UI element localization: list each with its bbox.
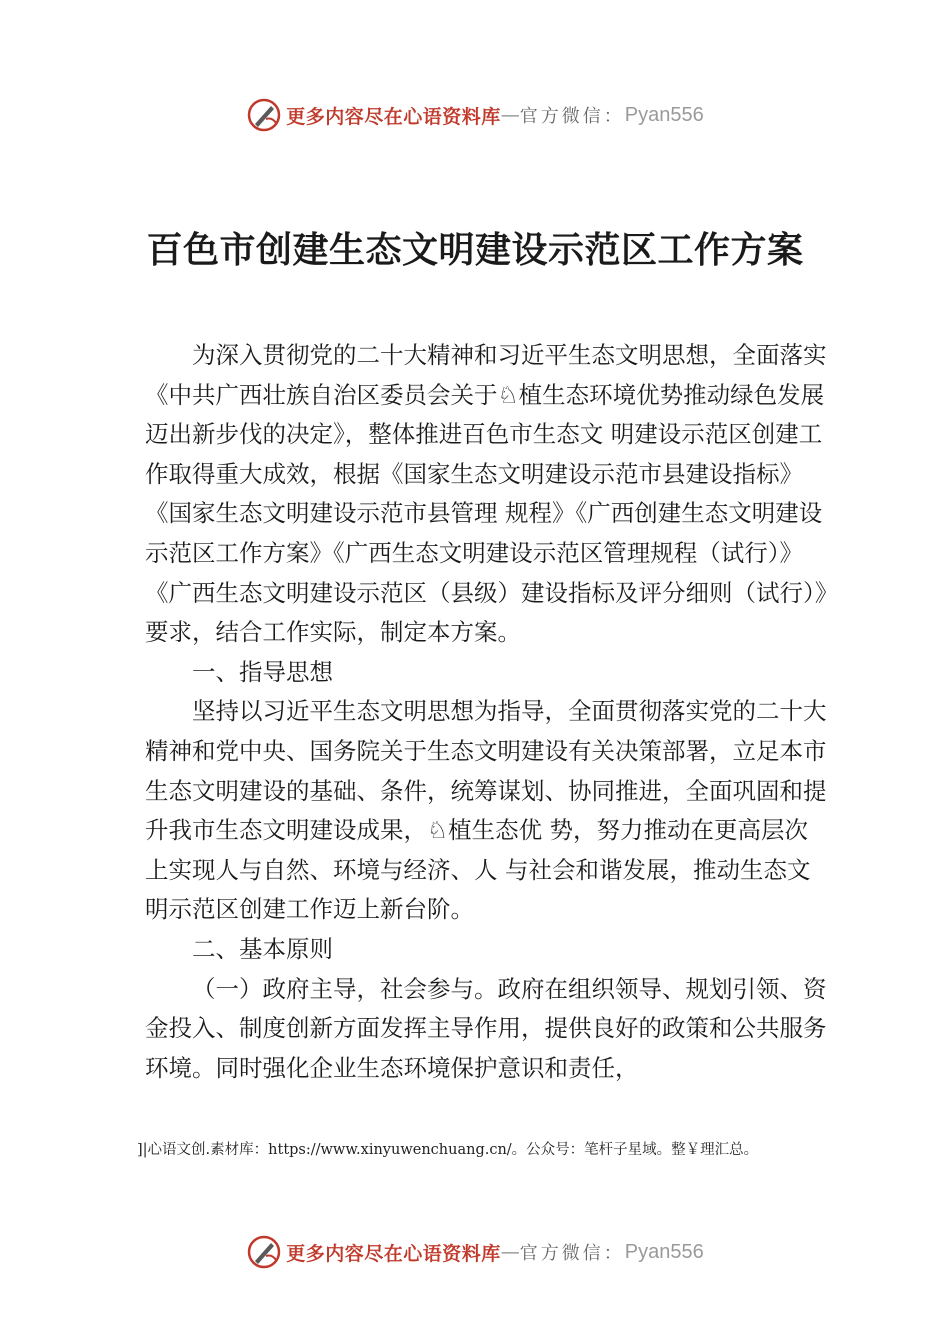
banner-dash: — (500, 104, 520, 126)
document-body (145, 336, 830, 1088)
principle-one-paragraph: （一）政府主导，社会参与。政府在组织领导、规划引领、资金投入、制度创新方面发挥主导作用，提供良好的政策和公共服务环境。同时强化企业生态环境保护意识和责任， (145, 974, 827, 1082)
header-banner (0, 95, 950, 135)
section-heading-basic-principles: 二、基本原则 (192, 934, 333, 963)
banner-slogan: 更多内容尽在心语资料库 (286, 105, 501, 128)
footer-banner (0, 1232, 950, 1272)
banner-slogan: 更多内容尽在心语资料库 (286, 1242, 501, 1265)
source-footnote: ]|心语文创.素材库：https://www.xinyuwenchuang.cn/。公众号：笔杆子星域。整￥理汇总。 (137, 1142, 759, 1158)
document-title: 百色市创建生态文明建设示范区工作方案 (146, 229, 804, 271)
banner-wechat-id: Pyan556 (624, 103, 704, 126)
guiding-ideology-paragraph: 坚持以习近平生态文明思想为指导，全面贯彻落实党的二十大精神和党中央、国务院关于生态文明建设有关决策部署，立足本市生态文明建设的基础、条件，统筹谋划、协同推进，全面巩固和提升我市生态文明建设成果，♘植生态优 势，努力推动在更高层次上实现人与自然、环境与经济、人 与社会和谐发展，推动生态文明示范区创建工作迈上新台阶。 (145, 697, 827, 924)
banner-wechat-label: 官方微信： (519, 106, 625, 127)
section-heading-guiding-ideology: 一、指导思想 (192, 657, 333, 686)
pen-seal-icon (246, 97, 282, 133)
pen-seal-icon (246, 1234, 282, 1270)
intro-paragraph: 为深入贯彻党的二十大精神和习近平生态文明思想，全面落实《中共广西壮族自治区委员会关于♘植生态环境优势推动绿色发展迈出新步伐的决定》，整体推进百色市生态文 明建设示范区创建工作取得重大成效，根据《国家生态文明建设示范市县建设指标》《国家生态文明建设示范市县管理 规程》《广西创建生态文明建设示范区工作方案》《广西生态文明建设示范区管理规程（试行）》《广西生态文明建设示范区（县级）建设指标及评分细则（试行）》要求，结合工作实际，制定本方案。 (145, 341, 827, 647)
banner-wechat-label: 官方微信： (519, 1243, 625, 1264)
banner-dash: — (500, 1241, 520, 1263)
banner-wechat-id: Pyan556 (624, 1240, 704, 1263)
